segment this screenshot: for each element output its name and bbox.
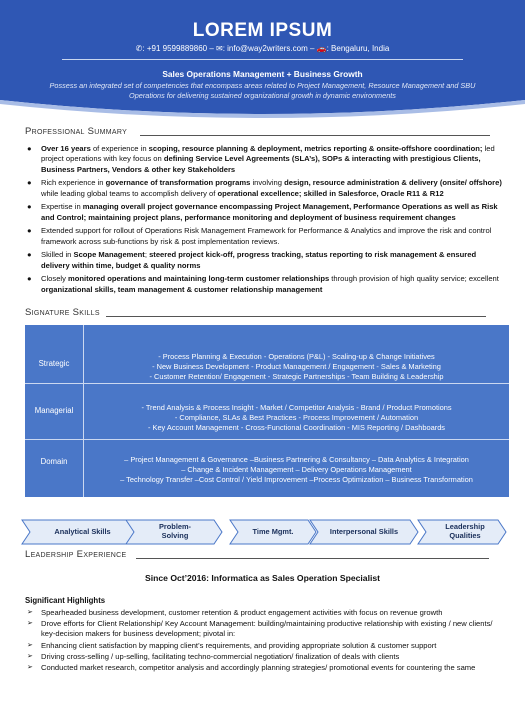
skill-line: - Customer Retention/ Engagement - Strategic Partnerships - Team Building & Leadership [149, 372, 444, 382]
bullet-icon: ● [27, 144, 32, 153]
header-divider [62, 59, 463, 60]
highlight-bullet: ➢ Conducted market research, competitor analysis and accordingly planning strategies/ promotional events for countering the same [27, 663, 476, 673]
bullet-icon: ● [27, 202, 32, 212]
skills-category-strategic: Strategic [38, 359, 70, 368]
process-step-analytical: Analytical Skills [54, 526, 111, 536]
highlight-bullet: ➢ Spearheaded business development, customer retention & product engagement activities with focus on revenue growth [27, 608, 443, 617]
role-title: Sales Operations Management + Business Growth [162, 69, 363, 79]
skill-line: – Change & Incident Management – Delivery Operations Management [181, 465, 412, 475]
highlight-bullet: ➢ Driving cross-selling / up-selling, facilitating techno-commercial negotiation/ finalization of deals with clients [27, 651, 400, 661]
arrow-bullet-icon: ➢ [27, 609, 33, 616]
highlights-title: Significant Highlights [25, 596, 106, 605]
skill-line: – Technology Transfer –Cost Control / Yield Improvement –Process Optimization – Business Transformation [120, 475, 473, 485]
highlights-list [25, 608, 507, 674]
process-step-interpersonal: Interpersonal Skills [329, 526, 399, 536]
summary-bullet: ● Skilled in Scope Management; steered project kick-off, progress tracking, status reporting to risk management & ensured delivery within time, budget & quality norms [27, 250, 477, 270]
skill-line: - Compliance, SLAs & Best Practices - Process Improvement / Automation [174, 413, 419, 423]
highlight-bullet: ➢ Enhancing client satisfaction by mapping client’s requirements, and providing appropriate solution & customer support [27, 640, 437, 650]
skills-heading-text: Signature Skills [25, 307, 100, 318]
skill-line: – Project Management & Governance –Business Partnering & Consultancy – Data Analytics & Integration [124, 455, 469, 464]
highlight-bullet: ➢ Drove efforts for Client Relationship/ Key Account Management: building/maintaining productive relationship with existing / new clients/ key-decision makers for business development; pivotal in: [27, 619, 493, 639]
skills-heading-rule [106, 316, 486, 317]
summary-bullet: ● Closely monitored operations and maintaining long-term customer relationships through provision of high quality service; excellent organizational skills, team management & customer relationship management [27, 274, 499, 294]
skills-row-managerial [84, 403, 509, 434]
job-title: Since Oct’2016: Informatica as Sales Operation Specialist [145, 573, 380, 583]
arrow-bullet-icon: ➢ [27, 664, 33, 672]
process-step-problem-solving: Problem- Solving [158, 522, 192, 540]
skills-row-divider [25, 383, 509, 384]
summary-list [25, 144, 503, 298]
arrow-bullet-icon: ➢ [27, 641, 33, 649]
summary-bullet: ● Rich experience in governance of transformation programs involving design, resource administration & delivery (onsite/ offshore) while leading global teams to accomplish delivery of operational excellence; skilled in Salesforce, Oracle R11 & R12 [27, 178, 502, 198]
summary-heading-text: Professional Summary [25, 126, 128, 137]
bullet-icon: ● [27, 274, 32, 284]
experience-heading-rule [136, 558, 489, 559]
section-heading-skills [25, 307, 100, 318]
contact-line: ✆: +91 9599889860 – ✉: info@way2writers.com – 🚗: Bengaluru, India [135, 44, 390, 53]
profile-tagline: Possess an integrated set of competencies that encompass areas related to Project Management, Resource Management and SBU Operations for delivering sustained organizational growth in dynamic environments [49, 81, 476, 100]
skills-row-domain [84, 455, 509, 486]
section-heading-experience [25, 549, 126, 560]
summary-bullet: ● Expertise in managing overall project governance encompassing Project Management, Performance Operations as well as Risk and Control; maintaining project plans, performance monitoring and deployment of business requirement changes [27, 202, 498, 222]
skills-category-managerial: Managerial [34, 406, 74, 415]
summary-bullet: ● Over 16 years of experience in scoping, resource planning & deployment, metrics reporting & onsite-offshore coordination; led project operations with key focus on defining Service Level Agreements (SLA’s), SOPs & interacting with prestigious Clients, Business Partners, Vendors & other key Stakeholders [27, 144, 495, 174]
candidate-name: LOREM IPSUM [192, 20, 333, 41]
skill-line: - Process Planning & Execution - Operations (P&L) - Scaling-up & Change Initiatives [158, 352, 435, 361]
process-step-time-mgmt: Time Mgmt. [252, 526, 294, 536]
arrow-bullet-icon: ➢ [27, 652, 33, 660]
bullet-icon: ● [27, 226, 32, 236]
skills-category-domain: Domain [40, 457, 68, 466]
bullet-icon: ● [27, 250, 32, 260]
experience-heading-text: Leadership Experience [25, 549, 127, 560]
skill-line: - New Business Development - Product Management / Engagement - Sales & Marketing [152, 362, 441, 372]
process-step-leadership: Leadership Qualities [445, 522, 485, 540]
skill-line: - Key Account Management - Cross-Functional Coordination - MIS Reporting / Dashboards [148, 423, 445, 433]
skill-line: - Trend Analysis & Process Insight - Market / Competitor Analysis - Brand / Product Promotions [141, 403, 452, 412]
skills-row-strategic [84, 352, 509, 383]
summary-bullet: ● Extended support for rollout of Operations Risk Management Framework for Performance & Analytics and improve the risk and control framework across sub-functions by risk & post implementation reviews. [27, 226, 492, 246]
bullet-icon: ● [27, 178, 32, 188]
arrow-bullet-icon: ➢ [27, 620, 33, 628]
header-banner [0, 0, 525, 118]
summary-heading-rule [140, 135, 490, 136]
section-heading-summary [25, 126, 127, 137]
skills-row-divider [25, 439, 509, 440]
skills-table [25, 325, 509, 497]
